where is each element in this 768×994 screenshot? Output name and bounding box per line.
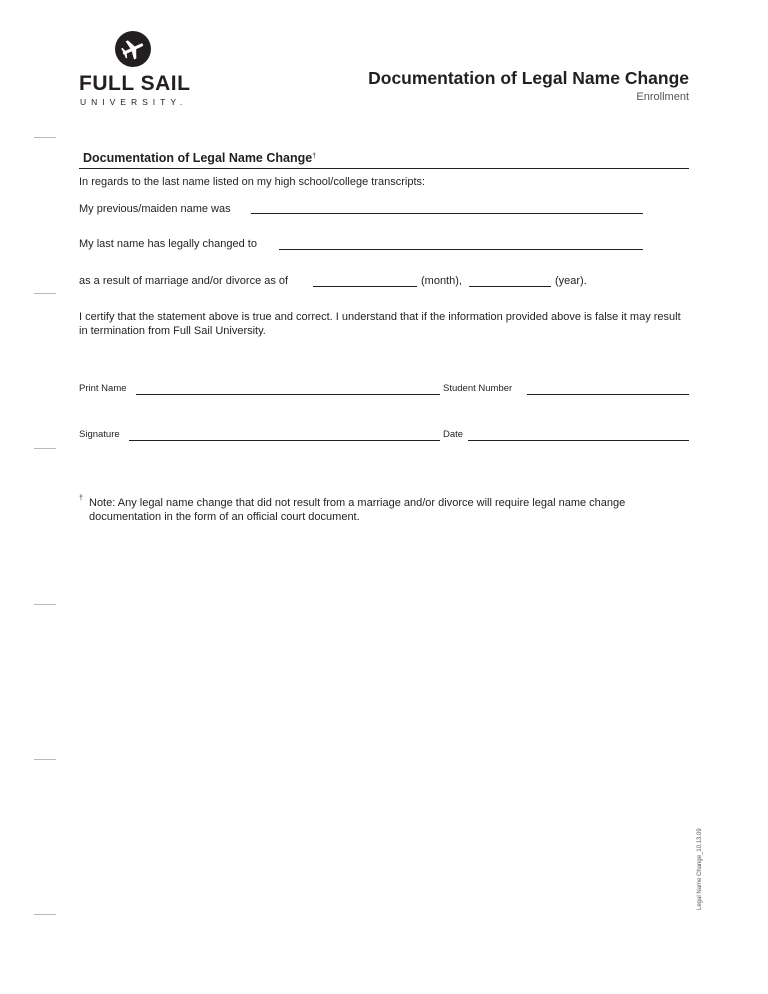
year-field[interactable] — [469, 286, 551, 287]
logo-subtitle: UNIVERSITY. — [80, 97, 188, 107]
result-label: as a result of marriage and/or divorce as of — [79, 275, 289, 287]
margin-tick — [34, 604, 56, 605]
margin-tick — [34, 759, 56, 760]
print-name-field[interactable] — [136, 394, 440, 395]
student-number-field[interactable] — [527, 394, 689, 395]
margin-tick — [34, 914, 56, 915]
logo-wordmark: FULL SAIL — [79, 72, 191, 95]
margin-tick — [34, 137, 56, 138]
department-label: Enrollment — [636, 91, 689, 103]
section-heading — [83, 150, 316, 166]
margin-tick — [34, 448, 56, 449]
airplane-icon — [115, 31, 151, 67]
document-title: Documentation of Legal Name Change — [368, 68, 689, 88]
student-number-label: Student Number — [443, 383, 513, 394]
year-label: (year). — [555, 275, 587, 287]
footnote-mark: † — [79, 495, 83, 502]
previous-name-label: My previous/maiden name was — [79, 203, 231, 215]
section-heading-text: Documentation of Legal Name Change — [83, 151, 313, 165]
previous-name-field[interactable] — [251, 213, 643, 214]
certification-text: I certify that the statement above is true and correct. I understand that if the information provided above is false it may result in termination from Full Sail University. — [79, 311, 681, 337]
dagger-mark: † — [312, 153, 317, 160]
footnote-text: Note: Any legal name change that did not result from a marriage and/or divorce will require legal name change documentation in the form of an official court document. — [89, 497, 626, 523]
margin-tick — [34, 293, 56, 294]
signature-label: Signature — [79, 429, 120, 440]
new-name-label: My last name has legally changed to — [79, 238, 257, 250]
month-field[interactable] — [313, 286, 417, 287]
intro-text: In regards to the last name listed on my high school/college transcripts: — [79, 176, 426, 188]
form-code: Legal Name Change_10.13.09 — [697, 828, 703, 910]
month-label: (month), — [421, 275, 462, 287]
date-field[interactable] — [468, 440, 689, 441]
section-divider — [79, 168, 689, 169]
print-name-label: Print Name — [79, 383, 127, 394]
new-name-field[interactable] — [279, 249, 643, 250]
signature-field[interactable] — [129, 440, 440, 441]
date-label: Date — [443, 429, 464, 440]
